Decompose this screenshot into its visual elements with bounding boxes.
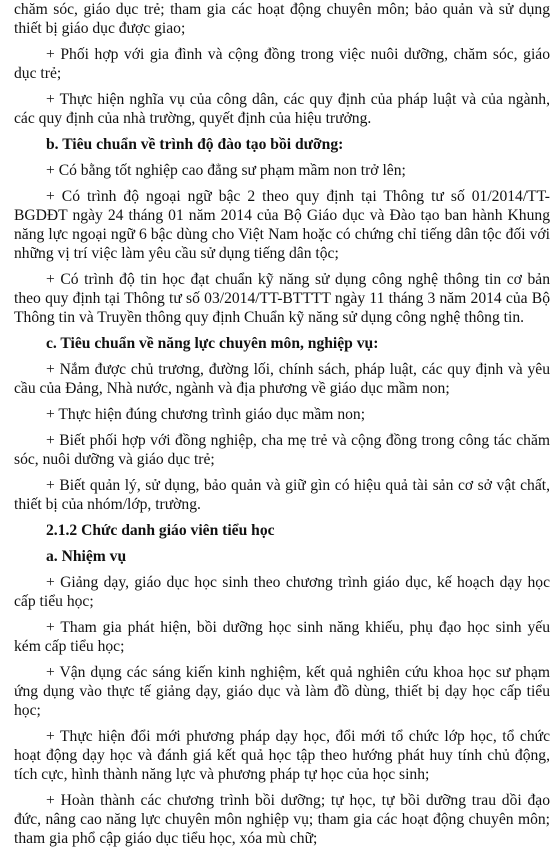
paragraph-item: + Thực hiện đúng chương trình giáo dục mầm non; xyxy=(46,406,366,423)
paragraph-item: + Biết quản lý, sử dụng, bảo quản và giữ gìn có hiệu quả tài sản cơ sở vật chất, thiết bị của nhóm/lớp, trường. xyxy=(14,477,550,513)
section-heading: c. Tiêu chuẩn về năng lực chuyên môn, nghiệp vụ: xyxy=(46,335,379,352)
subsection-heading: a. Nhiệm vụ xyxy=(46,548,127,565)
paragraph-item: + Nắm được chủ trương, đường lối, chính sách, pháp luật, các quy định và yêu cầu của Đảng, Nhà nước, ngành và địa phương về giáo dục mầm non; xyxy=(14,361,550,397)
paragraph-item: + Có trình độ tin học đạt chuẩn kỹ năng sử dụng công nghệ thông tin cơ bản theo quy định tại Thông tư số 03/2014/TT-BTTTT ngày 11 tháng 3 năm 2014 của Bộ Thông tin và Truyền thông quy định Chuẩn kỹ năng sử dụng công nghệ thông tin. xyxy=(14,271,550,326)
paragraph-continuation: chăm sóc, giáo dục trẻ; tham gia các hoạt động chuyên môn; bảo quản và sử dụng thiết bị giáo dục được giao; xyxy=(14,1,550,37)
paragraph-item: + Thực hiện nghĩa vụ của công dân, các quy định của pháp luật và của ngành, các quy định của nhà trường, quyết định của hiệu trưởng. xyxy=(14,91,550,127)
paragraph-item: + Giảng dạy, giáo dục học sinh theo chương trình giáo dục, kế hoạch dạy học cấp tiểu học; xyxy=(14,574,550,610)
paragraph-item: + Có trình độ ngoại ngữ bậc 2 theo quy định tại Thông tư số 01/2014/TT-BGDĐT ngày 24 tháng 01 năm 2014 của Bộ Giáo dục và Đào tạo ban hành Khung năng lực ngoại ngữ 6 bậc dùng cho Việt Nam hoặc có chứng chỉ tiếng dân tộc đối với những vị trí việc làm yêu cầu sử dụng tiếng dân tộc; xyxy=(14,188,550,262)
section-heading: b. Tiêu chuẩn về trình độ đào tạo bồi dưỡng: xyxy=(46,136,344,153)
section-heading: 2.1.2 Chức danh giáo viên tiểu học xyxy=(46,522,275,539)
paragraph-item: + Vận dụng các sáng kiến kinh nghiệm, kết quả nghiên cứu khoa học sư phạm ứng dụng vào thực tế giảng dạy, giáo dục và làm đồ dùng, thiết bị dạy học cấp tiểu học; xyxy=(14,664,550,719)
paragraph-item: + Phối hợp với gia đình và cộng đồng trong việc nuôi dưỡng, chăm sóc, giáo dục trẻ; xyxy=(14,46,550,82)
paragraph-item: + Có bằng tốt nghiệp cao đẳng sư phạm mầm non trở lên; xyxy=(46,162,406,179)
paragraph-item: + Hoàn thành các chương trình bồi dưỡng; tự học, tự bồi dưỡng trau dồi đạo đức, nâng cao năng lực chuyên môn nghiệp vụ; tham gia các hoạt động chuyên môn; tham gia phổ cập giáo dục tiểu học, xóa mù chữ; xyxy=(14,792,550,847)
paragraph-item: + Biết phối hợp với đồng nghiệp, cha mẹ trẻ và cộng đồng trong công tác chăm sóc, nuôi dưỡng và giáo dục trẻ; xyxy=(14,432,550,468)
paragraph-item: + Thực hiện đổi mới phương pháp dạy học, đổi mới tổ chức lớp học, tổ chức hoạt động dạy học và đánh giá kết quả học tập theo hướng phát huy tính chủ động, tích cực, hình thành năng lực và phương pháp tự học của học sinh; xyxy=(14,728,550,783)
paragraph-item: + Tham gia phát hiện, bồi dưỡng học sinh năng khiếu, phụ đạo học sinh yếu kém cấp tiểu học; xyxy=(14,619,550,655)
